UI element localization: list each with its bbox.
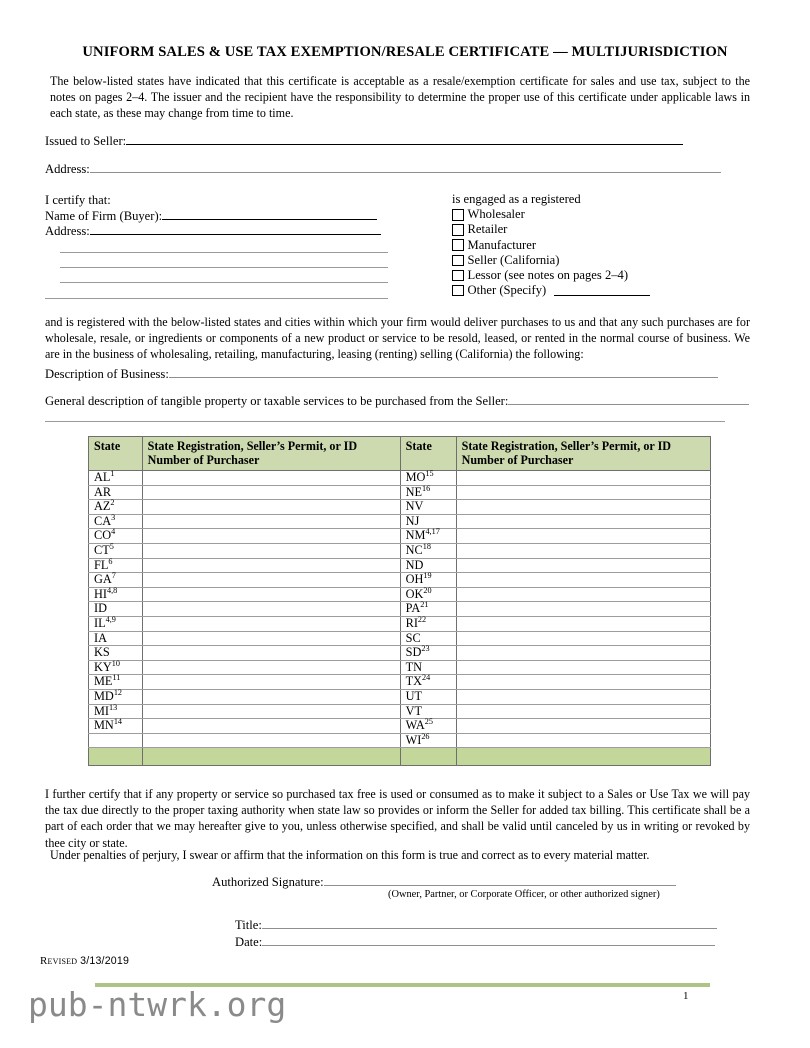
address-line-3[interactable] xyxy=(60,267,388,268)
registration-input-left[interactable] xyxy=(142,660,400,675)
registration-input-left[interactable] xyxy=(142,471,400,486)
state-cell-right: TX$^{24}$ xyxy=(400,675,456,690)
state-cell-left: $FL^6$ xyxy=(89,558,143,573)
state-cell-left: $AZ^2$ xyxy=(89,500,143,515)
issued-to-seller-row xyxy=(45,133,683,149)
checkbox-lessor[interactable]: Lessor (see notes on pages 2–4) xyxy=(452,268,650,283)
registration-input-left[interactable] xyxy=(142,529,400,544)
table-row xyxy=(89,514,711,529)
authorized-signature-input[interactable] xyxy=(324,874,676,886)
buyer-address-row xyxy=(45,223,381,239)
signature-note: (Owner, Partner, or Corporate Officer, or other authorized signer) xyxy=(388,889,660,900)
registration-input-right[interactable] xyxy=(456,733,710,748)
page-number: 1 xyxy=(683,990,689,1002)
checkbox-manufacturer[interactable]: Manufacturer xyxy=(452,238,650,253)
state-cell-right: NJ xyxy=(400,514,456,529)
title-input[interactable] xyxy=(262,917,717,929)
band-cell xyxy=(400,748,456,766)
table-row xyxy=(89,733,711,748)
registration-input-left[interactable] xyxy=(142,587,400,602)
header-state-left: State xyxy=(89,437,143,471)
checkbox-retailer[interactable]: Retailer xyxy=(452,222,650,237)
checkbox-wholesaler[interactable]: Wholesaler xyxy=(452,207,650,222)
table-row xyxy=(89,529,711,544)
registration-input-left[interactable] xyxy=(142,602,400,617)
registration-input-right[interactable] xyxy=(456,529,710,544)
table-row xyxy=(89,543,711,558)
checkbox-icon[interactable] xyxy=(452,239,464,251)
header-registration-left: State Registration, Seller’s Permit, or ID Number of Purchaser xyxy=(142,437,400,471)
general-description-line-2[interactable] xyxy=(45,421,725,422)
registration-input-right[interactable] xyxy=(456,543,710,558)
registration-input-right[interactable] xyxy=(456,631,710,646)
registration-input-left[interactable] xyxy=(142,485,400,500)
registration-heading: is engaged as a registered xyxy=(452,192,581,206)
registration-input-right[interactable] xyxy=(456,675,710,690)
state-cell-left: AR xyxy=(89,485,143,500)
state-cell-left: IA xyxy=(89,631,143,646)
state-cell-right: NM$^{4,17}$ xyxy=(400,529,456,544)
table-body xyxy=(89,468,711,766)
general-description-row xyxy=(45,393,749,409)
registration-input-right[interactable] xyxy=(456,514,710,529)
date-label: Date: xyxy=(235,935,263,949)
state-cell-left: $CT^5$ xyxy=(89,543,143,558)
table-row xyxy=(89,485,711,500)
registration-input-right[interactable] xyxy=(456,485,710,500)
general-description-input[interactable] xyxy=(508,393,749,405)
registration-input-left[interactable] xyxy=(142,719,400,734)
registration-input-left[interactable] xyxy=(142,543,400,558)
registration-input-right[interactable] xyxy=(456,660,710,675)
state-cell-left: KY$^{10}$ xyxy=(89,660,143,675)
page-title: UNIFORM SALES & USE TAX EXEMPTION/RESALE CERTIFICATE — MULTIJURISDICTION xyxy=(82,44,728,60)
checkbox-icon[interactable] xyxy=(452,285,464,297)
registration-input-left[interactable] xyxy=(142,689,400,704)
registration-input-right[interactable] xyxy=(456,587,710,602)
table-row xyxy=(89,587,711,602)
state-cell-right: NE$^{16}$ xyxy=(400,485,456,500)
state-cell-left: $CO^4$ xyxy=(89,529,143,544)
state-cell-right: MO$^{15}$ xyxy=(400,471,456,486)
state-cell-right: TN xyxy=(400,660,456,675)
band-cell xyxy=(456,748,710,766)
further-certify-paragraph: I further certify that if any property or service so purchased tax free is used or consumed as to make it subject to a Sales or Use Tax we will pay the tax due directly to the proper taxing authority when state law so provides or inform the Seller for added tax billing. This certificate shall be a part of each order that we may hereafter give to you, unless otherwise specified, and shall be valid until canceled by us in writing or revoked by thee city or state. xyxy=(45,787,750,850)
state-cell-left: MD$^{12}$ xyxy=(89,689,143,704)
table-footer-band xyxy=(89,748,711,766)
address-input[interactable] xyxy=(90,161,721,173)
address-line-2[interactable] xyxy=(60,252,388,253)
state-cell-right: PA$^{21}$ xyxy=(400,602,456,617)
registration-input-left[interactable] xyxy=(142,500,400,515)
state-cell-left: MI$^{13}$ xyxy=(89,704,143,719)
header-state-right: State xyxy=(400,437,456,471)
state-cell-left: HI$^{4,8}$ xyxy=(89,587,143,602)
state-cell-right: RI$^{22}$ xyxy=(400,616,456,631)
date-row xyxy=(235,934,715,950)
buyer-address-label: Address: xyxy=(45,224,90,238)
registration-input-right[interactable] xyxy=(456,616,710,631)
description-of-business-row xyxy=(45,366,718,382)
state-cell-left: $CA^3$ xyxy=(89,514,143,529)
state-cell-right: NV xyxy=(400,500,456,515)
checkbox-seller-california[interactable]: Seller (California) xyxy=(452,253,650,268)
table-row xyxy=(89,675,711,690)
registration-input-right[interactable] xyxy=(456,646,710,661)
authorized-signature-label: Authorized Signature: xyxy=(212,875,324,889)
registration-input-right[interactable] xyxy=(456,704,710,719)
state-cell-left: IL$^{4,9}$ xyxy=(89,616,143,631)
registration-input-left[interactable] xyxy=(142,704,400,719)
state-cell-left: MN$^{14}$ xyxy=(89,719,143,734)
table-row xyxy=(89,660,711,675)
watermark: pub-ntwrk.org xyxy=(28,985,287,1024)
address-line-5[interactable] xyxy=(45,298,388,299)
checkbox-icon[interactable] xyxy=(452,255,464,267)
authorized-signature-row xyxy=(212,874,676,890)
state-cell-right: WA$^{25}$ xyxy=(400,719,456,734)
name-of-firm-input[interactable] xyxy=(162,208,377,220)
state-cell-right: VT xyxy=(400,704,456,719)
state-cell-left: $GA^7$ xyxy=(89,573,143,588)
registration-input-left[interactable] xyxy=(142,675,400,690)
state-cell-right: OH$^{19}$ xyxy=(400,573,456,588)
registration-checkbox-group xyxy=(452,192,650,298)
revised-stamp xyxy=(40,955,129,967)
checkbox-icon[interactable] xyxy=(452,270,464,282)
table-row xyxy=(89,500,711,515)
table-row xyxy=(89,719,711,734)
buyer-address-input[interactable] xyxy=(90,223,381,235)
checkbox-icon[interactable] xyxy=(452,224,464,236)
registration-input-right[interactable] xyxy=(456,471,710,486)
registration-input-right[interactable] xyxy=(456,719,710,734)
table-row xyxy=(89,616,711,631)
state-cell-left: $AL^1$ xyxy=(89,471,143,486)
certify-label: I certify that: xyxy=(45,193,111,207)
registration-input-right[interactable] xyxy=(456,558,710,573)
state-cell-left xyxy=(89,733,143,748)
band-cell xyxy=(89,748,143,766)
title-label: Title: xyxy=(235,918,262,932)
registration-input-left[interactable] xyxy=(142,558,400,573)
state-cell-right: UT xyxy=(400,689,456,704)
table-row xyxy=(89,704,711,719)
description-of-business-label: Description of Business: xyxy=(45,367,169,381)
header-registration-right: State Registration, Seller’s Permit, or ID Number of Purchaser xyxy=(456,437,710,471)
state-cell-right: ND xyxy=(400,558,456,573)
name-of-firm-label: Name of Firm (Buyer): xyxy=(45,209,163,223)
registration-input-right[interactable] xyxy=(456,689,710,704)
registered-with-paragraph: and is registered with the below-listed states and cities within which your firm would deliver purchases to us and that any such purchases are for wholesale, resale, or ingredients or components of a new product or service to be resold, leased, or rented in the normal course of business. We are in the business of wholesaling, retailing, manufacturing, leasing (renting) selling (California) the following: xyxy=(45,315,750,362)
other-specify-input[interactable] xyxy=(554,285,650,296)
revised-date: 3/13/2019 xyxy=(80,955,130,967)
state-cell-right: NC$^{18}$ xyxy=(400,543,456,558)
registration-input-left[interactable] xyxy=(142,631,400,646)
table-row xyxy=(89,573,711,588)
registration-input-left[interactable] xyxy=(142,573,400,588)
description-of-business-input[interactable] xyxy=(169,366,718,378)
issued-to-seller-label: Issued to Seller: xyxy=(45,134,127,148)
table-row xyxy=(89,631,711,646)
checkbox-other[interactable]: Other (Specify) xyxy=(452,283,650,298)
band-cell xyxy=(142,748,400,766)
address-label: Address: xyxy=(45,162,90,176)
table-row xyxy=(89,646,711,661)
table-row xyxy=(89,471,711,486)
state-cell-right: SD$^{23}$ xyxy=(400,646,456,661)
state-cell-right: SC xyxy=(400,631,456,646)
revised-label: Revised xyxy=(40,955,78,967)
checkbox-icon[interactable] xyxy=(452,209,464,221)
state-cell-left: ID xyxy=(89,602,143,617)
registration-input-left[interactable] xyxy=(142,514,400,529)
table-row xyxy=(89,558,711,573)
issued-to-seller-input[interactable] xyxy=(126,133,683,145)
registration-input-left[interactable] xyxy=(142,733,400,748)
state-cell-right: OK$^{20}$ xyxy=(400,587,456,602)
name-of-firm-row xyxy=(45,208,377,224)
intro-paragraph: The below-listed states have indicated that this certificate is acceptable as a resale/exemption certificate for sales and use tax, subject to the notes on pages 2–4. The issuer and the recipient have the responsibility to determine the proper use of this certificate under applicable laws in each state, as these may change from time to time. xyxy=(50,74,750,121)
penalties-paragraph: Under penalties of perjury, I swear or affirm that the information on this form is true and correct as to every material matter. xyxy=(50,848,650,862)
table-row xyxy=(89,602,711,617)
registration-input-right[interactable] xyxy=(456,602,710,617)
state-cell-left: ME$^{11}$ xyxy=(89,675,143,690)
table-header-row xyxy=(89,437,711,471)
registration-input-left[interactable] xyxy=(142,616,400,631)
registration-input-right[interactable] xyxy=(456,573,710,588)
state-cell-right: WI$^{26}$ xyxy=(400,733,456,748)
address-row xyxy=(45,161,721,177)
state-registration-table xyxy=(88,436,711,766)
title-row xyxy=(235,917,717,933)
table-row xyxy=(89,689,711,704)
general-description-label: General description of tangible property or taxable services to be purchased from the Seller: xyxy=(45,394,509,408)
registration-input-right[interactable] xyxy=(456,500,710,515)
registration-input-left[interactable] xyxy=(142,646,400,661)
address-line-4[interactable] xyxy=(60,282,388,283)
state-cell-left: KS xyxy=(89,646,143,661)
date-input[interactable] xyxy=(262,934,715,946)
